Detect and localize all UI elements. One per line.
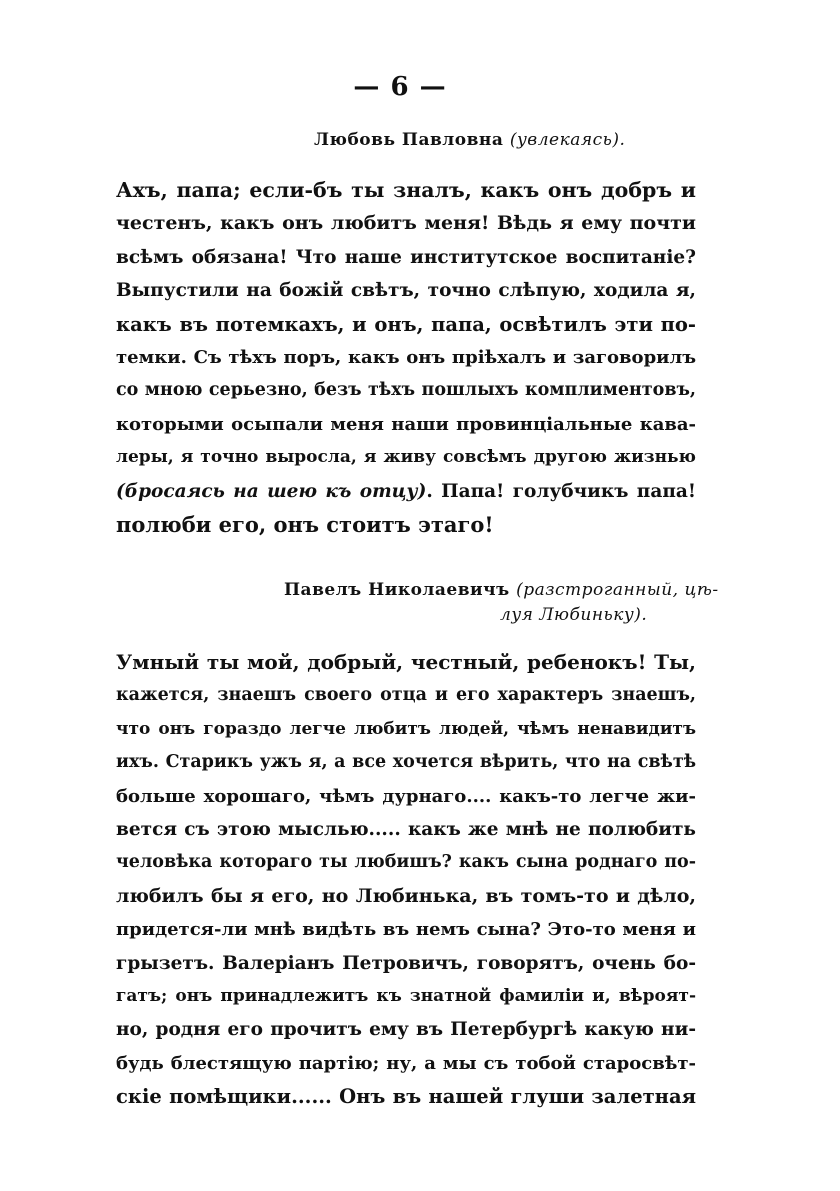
text-line: больше хорошаго, чѣмъ дурнаго.... какъ-то легче жи-: [116, 785, 696, 807]
text-line: любилъ бы я его, но Любинька, въ томъ-то и дѣло,: [116, 884, 696, 907]
text-line: гатъ; онъ принадлежитъ къ знатной фамиліи и, вѣроят-: [116, 986, 696, 1007]
text-line: какъ въ потемкахъ, и онъ, папа, освѣтилъ эти по-: [116, 312, 696, 336]
text-line: темки. Съ тѣхъ поръ, какъ онъ пріѣхалъ и заговорилъ: [116, 347, 696, 369]
text-line: кажется, знаешъ своего отца и его характеръ знаешъ,: [116, 685, 696, 706]
speaker-heading-1: [314, 130, 625, 150]
speech-paragraph-2: [116, 646, 696, 1114]
text-line: Умный ты мой, добрый, честный, ребенокъ! Ты,: [116, 650, 696, 674]
text-line: полюби его, онъ стоитъ этаго!: [116, 512, 494, 538]
text-line: человѣка котораго ты любишъ? какъ сына роднаго по-: [116, 852, 696, 873]
speaker-name: Павелъ Николаевичъ: [284, 580, 510, 600]
text-line: честенъ, какъ онъ любитъ меня! Вѣдь я ему почти: [116, 212, 696, 235]
text-line: Ахъ, папа; если-бъ ты зналъ, какъ онъ добръ и: [116, 178, 696, 202]
stage-direction: (разстроганный, цѣ-: [516, 580, 719, 600]
speaker-name: Любовь Павловна: [314, 130, 504, 150]
text-fragment: . Папа! голубчикъ папа!: [426, 480, 696, 502]
text-line: что онъ гораздо легче любитъ людей, чѣмъ ненавидитъ: [116, 718, 696, 739]
text-line: будь блестящую партію; ну, а мы съ тобой старосвѣт-: [116, 1052, 696, 1074]
text-line: скіе помѣщики...... Онъ въ нашей глуши залетная: [116, 1085, 696, 1109]
stage-direction-continued: луя Любиньку).: [500, 605, 648, 625]
text-line: придется-ли мнѣ видѣть въ немъ сына? Это-то меня и: [116, 919, 696, 941]
text-line: которыми осыпали меня наши провинціальные кава-: [116, 413, 696, 435]
text-line: но, родня его прочитъ ему въ Петербургѣ какую ни-: [116, 1019, 696, 1041]
stage-direction: (увлекаясь).: [509, 130, 626, 150]
text-line: Выпустили на божій свѣтъ, точно слѣпую, ходила я,: [116, 280, 696, 302]
text-line-with-direction: [116, 475, 696, 508]
text-line: со мною серьезно, безъ тѣхъ пошлыхъ комплиментовъ,: [116, 380, 696, 401]
text-line: вется съ этою мыслью..... какъ же мнѣ не полюбить: [116, 819, 696, 841]
speech-paragraph-1: [116, 174, 696, 541]
page-number: — 6 —: [353, 72, 447, 102]
text-line: всѣмъ обязана! Что наше институтское воспитаніе?: [116, 246, 696, 268]
text-line: ихъ. Старикъ ужъ я, а все хочется вѣрить, что на свѣтѣ: [116, 752, 696, 773]
inline-stage-direction: (бросаясь на шею къ отцу): [116, 480, 427, 502]
text-line: грызетъ. Валеріанъ Петровичъ, говорятъ, очень бо-: [116, 952, 696, 974]
speaker-heading-2: [284, 578, 719, 628]
text-line: леры, я точно выросла, я живу совсѣмъ другою жизнью: [116, 447, 696, 468]
